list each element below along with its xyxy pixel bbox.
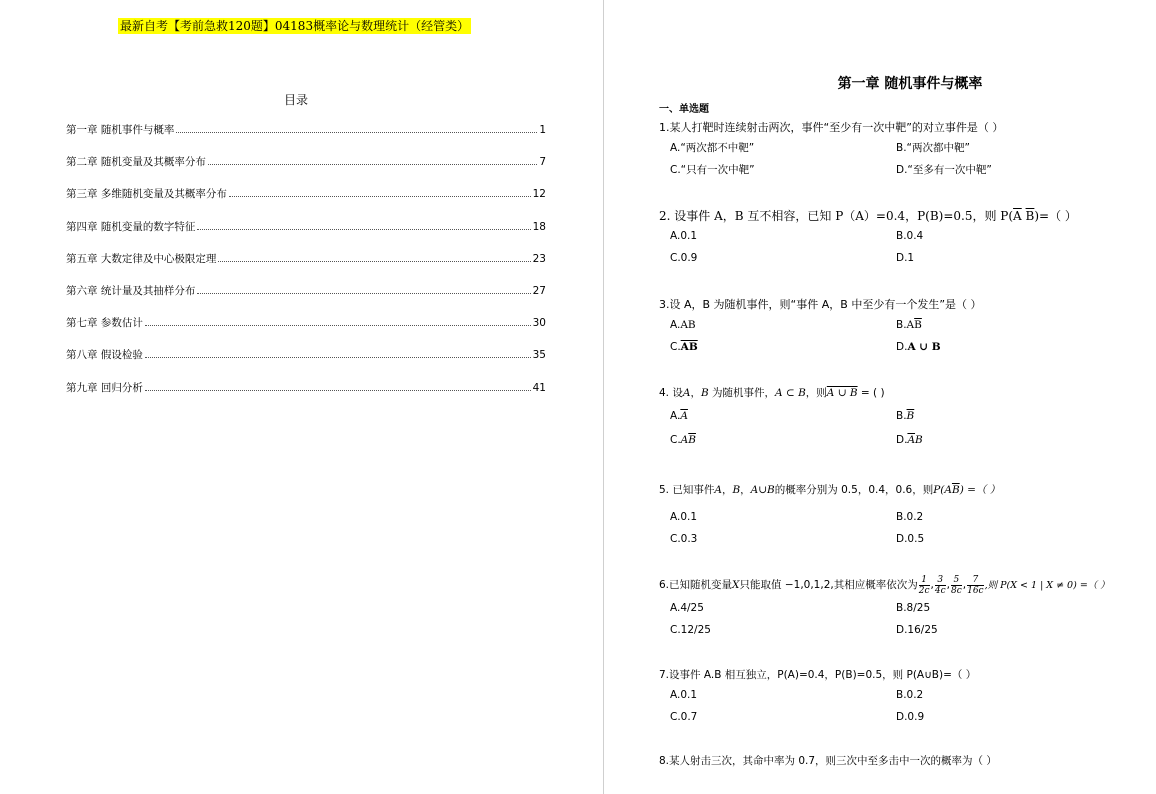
option-a: A.“两次都不中靶” bbox=[670, 142, 755, 154]
toc-item[interactable] bbox=[66, 315, 546, 347]
option-math: A ∪ B bbox=[907, 341, 941, 353]
toc-item-page: 30 bbox=[532, 317, 546, 330]
fraction-denominator: 16c bbox=[967, 585, 984, 596]
option-math: A bbox=[680, 434, 689, 446]
stem-math: B bbox=[732, 484, 741, 496]
stem-math-complement: A ∪ B bbox=[826, 387, 858, 399]
toc-item-label: 第一章 随机事件与概率 bbox=[66, 124, 175, 136]
question-stem bbox=[659, 482, 1149, 498]
question-stem: 3.设 A，B 为随机事件，则“事件 A，B 中至少有一个发生”是（ ） bbox=[659, 298, 982, 311]
toc-item-label: 第四章 随机变量的数字特征 bbox=[66, 220, 196, 233]
option-a: A.4/25 bbox=[670, 602, 704, 614]
option-a bbox=[670, 409, 688, 423]
option-math-complement: $\overline{A}$ bbox=[680, 410, 688, 422]
stem-math: A∪B bbox=[750, 484, 775, 496]
option-a: A.0.1 bbox=[670, 689, 698, 701]
chapter-page bbox=[604, 0, 1156, 794]
fraction-numerator: 3 bbox=[935, 575, 946, 586]
question-2 bbox=[659, 208, 1149, 268]
toc-item[interactable] bbox=[66, 347, 546, 379]
option-b: B.“两次都中靶” bbox=[896, 142, 970, 154]
toc-item[interactable] bbox=[66, 154, 546, 186]
fraction-numerator: 1 bbox=[919, 575, 930, 586]
stem-math: P(A bbox=[933, 484, 952, 496]
stem-text: 只能取值 −1,0,1,2,其相应概率依次为 bbox=[739, 579, 918, 591]
option-math-complement: $\overline{A}$ bbox=[907, 434, 916, 446]
toc-list bbox=[66, 122, 546, 412]
fraction-denominator: 8c bbox=[950, 585, 962, 596]
option-d: D.0.5 bbox=[896, 533, 925, 545]
option-letter: B. bbox=[896, 410, 907, 422]
toc-item-page: 35 bbox=[532, 349, 546, 362]
toc-leader-dots bbox=[229, 196, 531, 197]
option-c: C.0.3 bbox=[670, 533, 698, 545]
fraction bbox=[951, 575, 962, 596]
stem-math: X bbox=[732, 579, 740, 591]
question-options bbox=[670, 136, 1149, 180]
question-options bbox=[670, 313, 1149, 357]
stem-math-complement: $\overline{B}$ bbox=[951, 484, 960, 496]
toc-leader-dots bbox=[145, 390, 531, 391]
option-math-complement: $\overline{AB}$ bbox=[680, 341, 698, 353]
question-7 bbox=[659, 667, 1149, 727]
option-d: D.1 bbox=[896, 252, 915, 264]
document-header: 最新自考【考前急救120题】04183概率论与数理统计（经管类） bbox=[120, 19, 470, 33]
toc-leader-dots bbox=[197, 229, 530, 230]
option-b: B.0.2 bbox=[896, 689, 924, 701]
fraction bbox=[919, 575, 930, 596]
question-4 bbox=[659, 385, 1149, 445]
stem-text: 的概率分别为 0.5，0.4，0.6，则 bbox=[774, 484, 934, 496]
question-5 bbox=[659, 482, 1149, 545]
toc-leader-dots bbox=[208, 164, 537, 165]
option-math-complement: $\overline{B}$ bbox=[914, 319, 922, 331]
option-letter: D. bbox=[896, 341, 908, 353]
question-options bbox=[670, 224, 1149, 268]
option-math-complement: $\overline{B}$ bbox=[688, 434, 696, 446]
stem-math: ) =（ ） bbox=[959, 484, 1001, 496]
toc-item-label: 第五章 大数定律及中心极限定理 bbox=[66, 252, 217, 265]
stem-text: ， bbox=[690, 387, 701, 399]
stem-math: A bbox=[714, 484, 722, 496]
option-b: B.0.2 bbox=[896, 511, 924, 523]
question-options bbox=[670, 498, 1149, 545]
toc-item[interactable] bbox=[66, 122, 546, 154]
question-options bbox=[670, 401, 1149, 445]
toc-item[interactable] bbox=[66, 219, 546, 251]
toc-item-label: 第九章 回归分析 bbox=[66, 381, 143, 394]
toc-item[interactable] bbox=[66, 380, 546, 412]
option-math: A bbox=[906, 319, 915, 331]
option-math: B bbox=[915, 434, 923, 446]
toc-item-page: 23 bbox=[532, 252, 546, 265]
fraction-denominator: 4c bbox=[934, 585, 946, 596]
option-letter: D. bbox=[896, 434, 908, 446]
toc-item-label: 第二章 随机变量及其概率分布 bbox=[66, 156, 206, 169]
option-c bbox=[670, 433, 696, 447]
toc-item-page: 1 bbox=[539, 124, 546, 136]
toc-item-page: 27 bbox=[532, 284, 546, 297]
option-d bbox=[896, 433, 923, 447]
option-letter: B. bbox=[896, 319, 907, 331]
toc-item-label: 第三章 多维随机变量及其概率分布 bbox=[66, 188, 227, 201]
toc-item-label: 第六章 统计量及其抽样分布 bbox=[66, 284, 196, 297]
option-math: AB bbox=[680, 319, 696, 331]
toc-item-page: 41 bbox=[532, 381, 546, 394]
option-letter: A. bbox=[670, 410, 681, 422]
stem-math: A ⊂ B bbox=[775, 387, 806, 399]
option-c bbox=[670, 340, 698, 354]
question-stem: 8.某人射击三次，其命中率为 0.7，则三次中至多击中一次的概率为（ ） bbox=[659, 755, 997, 767]
toc-leader-dots bbox=[145, 357, 531, 358]
toc-leader-dots bbox=[145, 325, 531, 326]
stem-text: ，则 bbox=[805, 387, 827, 399]
toc-item-label: 第七章 参数估计 bbox=[66, 317, 143, 330]
stem-text: ， bbox=[740, 484, 751, 496]
question-stem bbox=[659, 385, 1149, 401]
fraction bbox=[967, 575, 984, 596]
toc-leader-dots bbox=[218, 261, 530, 262]
option-a bbox=[670, 318, 696, 332]
toc-title: 目录 bbox=[283, 93, 308, 107]
stem-text: ， bbox=[721, 484, 733, 496]
toc-leader-dots bbox=[176, 132, 537, 133]
option-a: A.0.1 bbox=[670, 511, 698, 523]
option-d: D.“至多有一次中靶” bbox=[896, 164, 992, 176]
fraction-numerator: 7 bbox=[967, 575, 984, 586]
question-stem bbox=[659, 208, 1149, 224]
option-a: A.0.1 bbox=[670, 230, 698, 242]
stem-text: )=（ ） bbox=[1034, 209, 1077, 223]
stem-math: A bbox=[682, 387, 691, 399]
question-3 bbox=[659, 297, 1149, 357]
section-heading: 一、单选题 bbox=[659, 104, 709, 115]
option-d: D.0.9 bbox=[896, 711, 925, 723]
option-c: C.12/25 bbox=[670, 624, 711, 636]
option-b: B.8/25 bbox=[896, 602, 931, 614]
stem-text: 为随机事件， bbox=[708, 387, 776, 399]
option-b bbox=[896, 318, 922, 332]
fraction-denominator: 2c bbox=[918, 585, 930, 596]
option-letter: C. bbox=[670, 434, 681, 446]
option-d: D.16/25 bbox=[896, 624, 938, 636]
complement-b: $\overline{B}$ bbox=[1025, 209, 1035, 223]
option-c: C.0.9 bbox=[670, 252, 698, 264]
option-d bbox=[896, 340, 941, 354]
chapter-title: 第一章 随机事件与概率 bbox=[837, 76, 983, 92]
fraction-numerator: 5 bbox=[951, 575, 962, 586]
toc-item[interactable] bbox=[66, 186, 546, 218]
toc-item-page: 18 bbox=[532, 220, 546, 233]
stem-math: B bbox=[700, 387, 709, 399]
option-letter: C. bbox=[670, 341, 681, 353]
toc-item[interactable] bbox=[66, 283, 546, 315]
question-stem: 7.设事件 A.B 相互独立，P(A)=0.4，P(B)=0.5，则 P(A∪B)=（ ） bbox=[659, 669, 977, 681]
option-b: B.0.4 bbox=[896, 230, 924, 242]
toc-item-page: 12 bbox=[532, 188, 546, 201]
stem-text: 4. 设 bbox=[659, 387, 683, 399]
stem-math: ,则 P(X < 1 | X ≠ 0) =（ ） bbox=[984, 580, 1110, 591]
toc-item-page: 7 bbox=[539, 156, 546, 169]
stem-text: 6.已知随机变量 bbox=[659, 579, 733, 591]
question-8 bbox=[659, 753, 1149, 769]
toc-item[interactable] bbox=[66, 251, 546, 283]
stem-text: 5. 已知事件 bbox=[659, 484, 715, 496]
option-math-complement: $\overline{B}$ bbox=[906, 410, 915, 422]
option-c: C.“只有一次中靶” bbox=[670, 164, 755, 176]
toc-item-label: 第八章 假设检验 bbox=[66, 349, 143, 362]
toc-leader-dots bbox=[197, 293, 530, 294]
option-c: C.0.7 bbox=[670, 711, 698, 723]
fraction bbox=[935, 575, 946, 596]
question-stem: 6.已知随机变量X只能取值 −1,0,1,2,其相应概率依次为 $\frac{1}{2c}$ , $\frac{3}{4c}$ , $\frac{5}{8c}$ , $\frac{7}{16c}$ ,则 P(X < 1 | X ≠ 0) =（ ） bbox=[659, 574, 1110, 596]
question-options bbox=[670, 683, 1149, 727]
complement-a: $\overline{A}$ bbox=[1013, 209, 1022, 223]
question-6 bbox=[659, 570, 1149, 640]
question-stem: 1.某人打靶时连续射击两次，事件“至少有一次中靶”的对立事件是（ ） bbox=[659, 121, 1004, 134]
stem-text: = ( ) bbox=[857, 387, 885, 399]
stem-text: 2. 设事件 A，B 互不相容，已知 P（A）=0.4，P(B)=0.5，则 P( bbox=[659, 209, 1014, 223]
option-b bbox=[896, 409, 914, 423]
question-1 bbox=[659, 120, 1149, 180]
option-letter: A. bbox=[670, 319, 681, 331]
question-options bbox=[670, 596, 1149, 640]
